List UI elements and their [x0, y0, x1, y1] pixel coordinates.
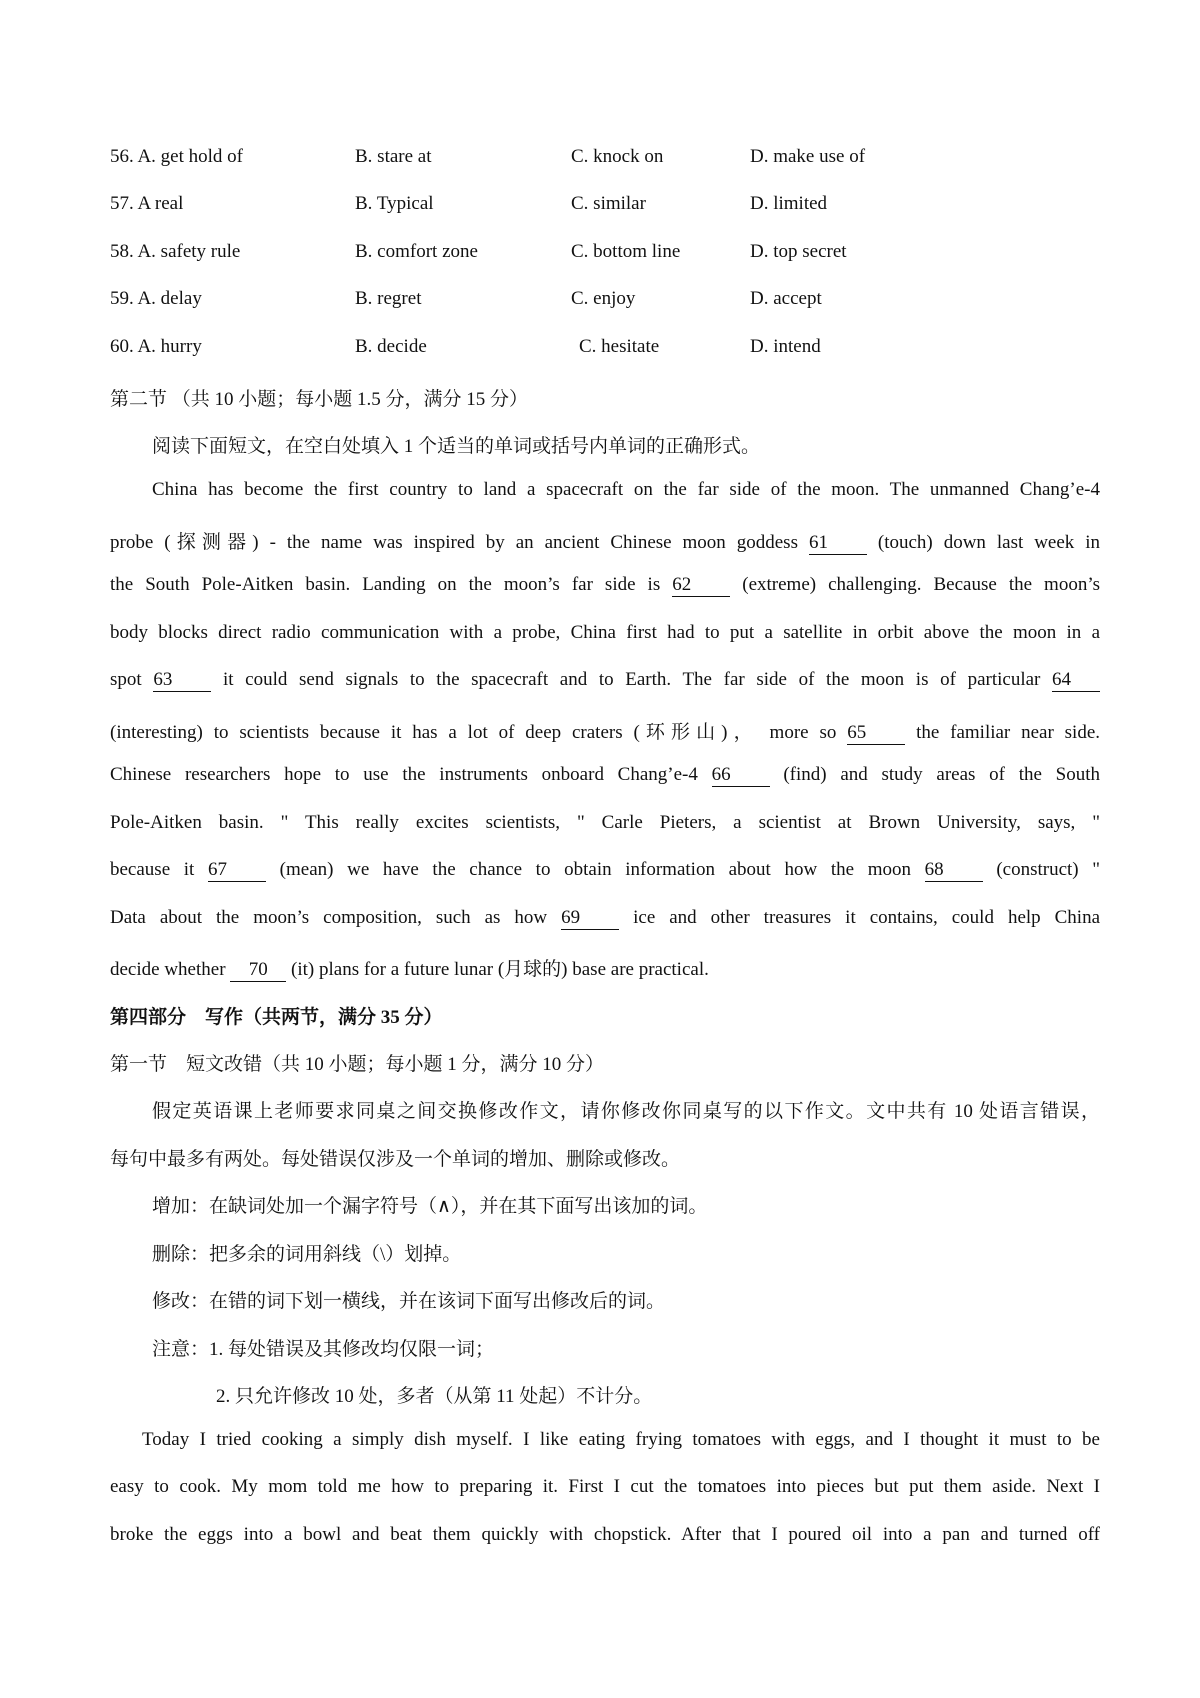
blank-65: 65 — [847, 723, 905, 745]
part4-instruction-1: 假定英语课上老师要求同桌之间交换修改作文，请你修改你同桌写的以下作文。文中共有 10 处语言错误， — [152, 1101, 1100, 1122]
option-c: C. enjoy — [571, 288, 636, 309]
passage-line-5 — [110, 669, 1100, 692]
note-1: 注意：1. 每处错误及其修改均仅限一词； — [152, 1339, 495, 1360]
option-b: B. regret — [355, 288, 422, 309]
option-a: 57. A real — [110, 193, 184, 214]
blank-62: 62 — [672, 575, 730, 597]
text: probe (探测器) - the name was inspired by an ancient Chinese moon goddess — [110, 532, 798, 553]
text: because it — [110, 859, 195, 880]
option-row-58 — [110, 241, 1100, 271]
text: spot — [110, 669, 142, 690]
option-c: C. hesitate — [579, 336, 660, 357]
option-c: C. bottom line — [571, 241, 681, 262]
text: (construct) " — [996, 859, 1101, 880]
passage-line-3 — [110, 574, 1100, 597]
text: (extreme) challenging. Because the moon’s — [742, 574, 1100, 595]
option-a: 56. A. get hold of — [110, 146, 243, 167]
option-row-59 — [110, 288, 1100, 318]
passage-line-10 — [110, 907, 1100, 930]
section2-instruction: 阅读下面短文，在空白处填入 1 个适当的单词或括号内单词的正确形式。 — [152, 436, 761, 457]
option-a: 59. A. delay — [110, 288, 202, 309]
option-b: B. Typical — [355, 193, 434, 214]
rule-modify: 修改：在错的词下划一横线，并在该词下面写出修改后的词。 — [152, 1291, 666, 1312]
blank-68: 68 — [925, 860, 983, 882]
text: Data about the moon’s composition, such as how — [110, 907, 548, 928]
blank-66: 66 — [712, 765, 770, 787]
option-b: B. stare at — [355, 146, 432, 167]
option-d: D. top secret — [750, 241, 847, 262]
option-d: D. make use of — [750, 146, 866, 167]
note-2: 2. 只允许修改 10 处，多者（从第 11 处起）不计分。 — [216, 1386, 653, 1407]
essay-line-2: easy to cook. My mom told me how to preparing it. First I cut the tomatoes into pieces but put them aside. Next I — [110, 1476, 1100, 1497]
essay-line-3: broke the eggs into a bowl and beat them quickly with chopstick. After that I poured oil into a pan and turned off — [110, 1524, 1100, 1545]
text: ice and other treasures it contains, could help China — [633, 907, 1101, 928]
passage-line-8: Pole-Aitken basin. " This really excites scientists, " Carle Pieters, a scientist at Brown University, says, " — [110, 812, 1100, 833]
part4-instruction-2: 每句中最多有两处。每处错误仅涉及一个单词的增加、删除或修改。 — [110, 1149, 681, 1170]
text: (interesting) to scientists because it has a lot of deep craters (环形山)， more so — [110, 722, 837, 743]
blank-64: 64 — [1052, 670, 1100, 692]
passage-line-11 — [110, 954, 709, 982]
text: the familiar near side. — [916, 722, 1101, 743]
essay-line-1: Today I tried cooking a simply dish myself. I like eating frying tomatoes with eggs, and I thought it must to be — [142, 1429, 1100, 1450]
passage-line-9 — [110, 859, 1100, 882]
text: (find) and study areas of the South — [783, 764, 1101, 785]
option-d: D. accept — [750, 288, 822, 309]
blank-69: 69 — [561, 908, 619, 930]
option-c: C. knock on — [571, 146, 664, 167]
option-row-60 — [110, 336, 1100, 366]
blank-67: 67 — [208, 860, 266, 882]
rule-delete: 删除：把多余的词用斜线（\）划掉。 — [152, 1244, 462, 1265]
blank-70: 70 — [230, 960, 286, 982]
text: (mean) we have the chance to obtain information about how the moon — [279, 859, 911, 880]
text: Chinese researchers hope to use the instruments onboard Chang’e-4 — [110, 764, 698, 785]
passage-line-7 — [110, 764, 1100, 787]
blank-63: 63 — [153, 670, 211, 692]
passage-line-6 — [110, 717, 1100, 745]
option-c: C. similar — [571, 193, 646, 214]
option-b: B. decide — [355, 336, 427, 357]
text: (touch) down last week in — [877, 532, 1101, 553]
passage-line-2 — [110, 527, 1100, 555]
part4-section1-heading: 第一节 短文改错（共 10 小题；每小题 1 分，满分 10 分） — [110, 1054, 605, 1075]
option-d: D. limited — [750, 193, 828, 214]
text: decide whether — [110, 959, 226, 980]
part4-heading: 第四部分 写作（共两节，满分 35 分） — [110, 1007, 443, 1028]
option-d: D. intend — [750, 336, 821, 357]
section2-heading: 第二节 （共 10 小题；每小题 1.5 分，满分 15 分） — [110, 389, 529, 410]
option-a: 60. A. hurry — [110, 336, 202, 357]
text: the South Pole-Aitken basin. Landing on the moon’s far side is — [110, 574, 661, 595]
option-a: 58. A. safety rule — [110, 241, 241, 262]
rule-add: 增加：在缺词处加一个漏字符号（∧），并在其下面写出该加的词。 — [152, 1196, 708, 1217]
option-b: B. comfort zone — [355, 241, 478, 262]
passage-line-1: China has become the first country to land a spacecraft on the far side of the moon. The unmanned Chang’e-4 — [152, 479, 1100, 500]
blank-61: 61 — [809, 533, 867, 555]
text: it could send signals to the spacecraft and to Earth. The far side of the moon is of particular — [222, 669, 1041, 690]
option-row-57 — [110, 193, 1100, 223]
option-row-56 — [110, 146, 1100, 176]
text: (it) plans for a future lunar (月球的) base are practical. — [291, 959, 709, 980]
passage-line-4: body blocks direct radio communication with a probe, China first had to put a satellite in orbit above the moon in a — [110, 622, 1100, 643]
